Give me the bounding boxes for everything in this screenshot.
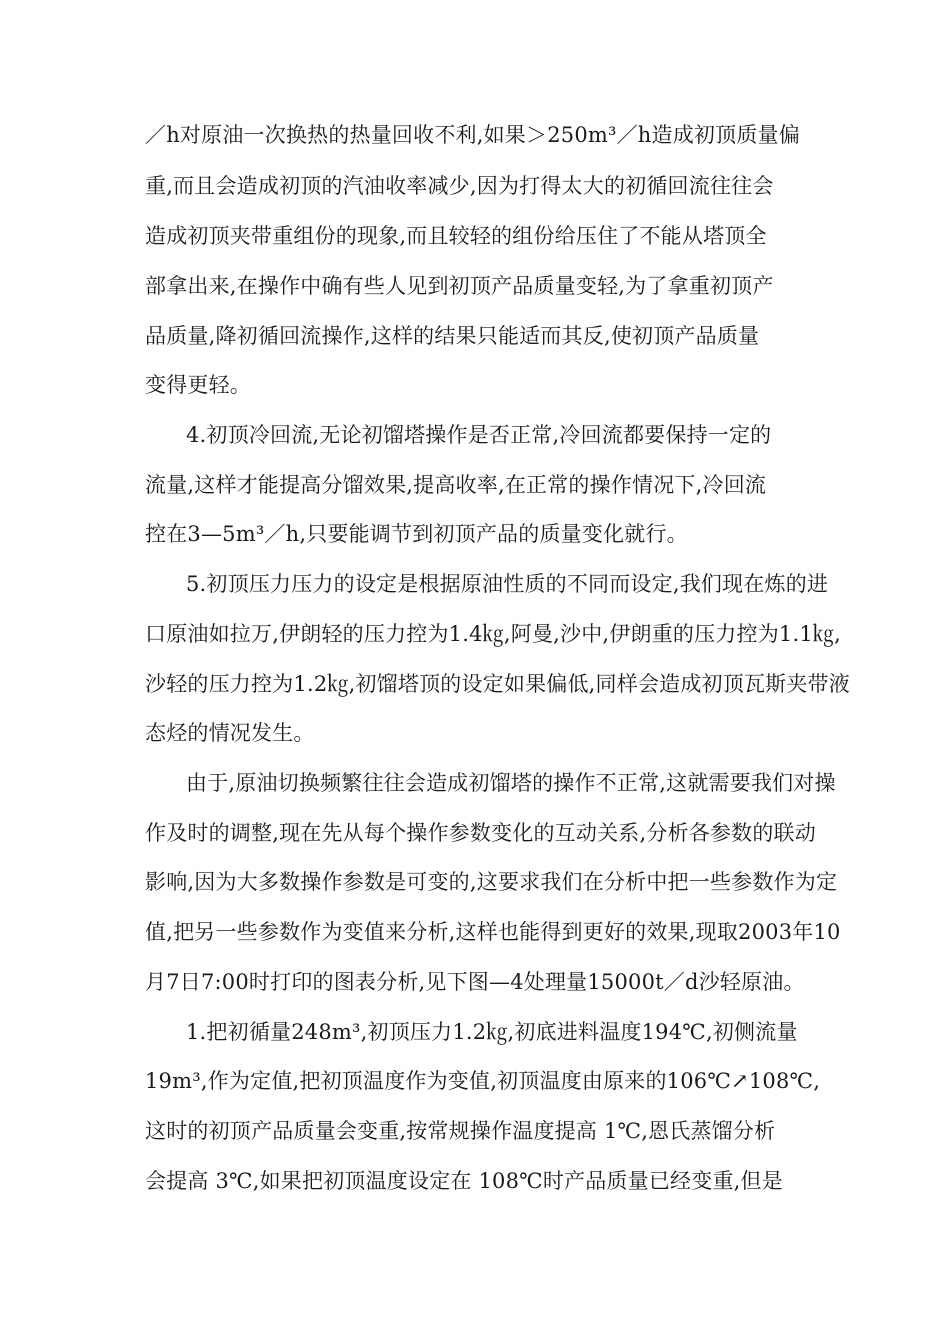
text-line: 由于,原油切换频繁往往会造成初馏塔的操作不正常,这就需要我们对操 bbox=[186, 771, 836, 795]
text-line: 这时的初顶产品质量会变重,按常规操作温度提高 1℃,恩氏蒸馏分析 bbox=[145, 1119, 776, 1143]
text-line: 控在3—5m³／h,只要能调节到初顶产品的质量变化就行。 bbox=[145, 522, 688, 546]
text-line: 部拿出来,在操作中确有些人见到初顶产品质量变轻,为了拿重初顶产 bbox=[145, 274, 774, 298]
text-line: 19m³,作为定值,把初顶温度作为变值,初顶温度由原来的106℃↗108℃, bbox=[145, 1069, 821, 1093]
text-line: 口原油如拉万,伊朗轻的压力控为1.4㎏,阿曼,沙中,伊朗重的压力控为1.1㎏, bbox=[145, 622, 841, 646]
text-line: 作及时的调整,现在先从每个操作参数变化的互动关系,分析各参数的联动 bbox=[145, 821, 816, 845]
text-line: 造成初顶夹带重组份的现象,而且较轻的组份给压住了不能从塔顶全 bbox=[145, 224, 767, 248]
text-line: 值,把另一些参数作为变值来分析,这样也能得到更好的效果,现取2003年10 bbox=[145, 920, 841, 944]
text-line: 月7日7:00时打印的图表分析,见下图—4处理量15000t／d沙轻原油。 bbox=[145, 970, 805, 994]
text-line: 流量,这样才能提高分馏效果,提高收率,在正常的操作情况下,冷回流 bbox=[145, 473, 767, 497]
text-line: 4.初顶冷回流,无论初馏塔操作是否正常,冷回流都要保持一定的 bbox=[186, 423, 772, 447]
text-line: 态烃的情况发生。 bbox=[145, 721, 315, 745]
text-line: 会提高 3℃,如果把初顶温度设定在 108℃时产品质量已经变重,但是 bbox=[145, 1169, 783, 1193]
text-line: 影响,因为大多数操作参数是可变的,这要求我们在分析中把一些参数作为定 bbox=[145, 870, 838, 894]
text-line: 5.初顶压力压力的设定是根据原油性质的不同而设定,我们现在炼的进 bbox=[186, 572, 829, 596]
text-line: 1.把初循量248m³,初顶压力1.2㎏,初底进料温度194℃,初侧流量 bbox=[186, 1020, 798, 1044]
text-line: 品质量,降初循回流操作,这样的结果只能适而其反,使初顶产品质量 bbox=[145, 324, 760, 348]
text-line: 变得更轻。 bbox=[145, 373, 251, 397]
text-line: 重,而且会造成初顶的汽油收率减少,因为打得太大的初循回流往往会 bbox=[145, 174, 774, 198]
text-line: 沙轻的压力控为1.2㎏,初馏塔顶的设定如果偏低,同样会造成初顶瓦斯夹带液 bbox=[145, 672, 850, 696]
text-line: ／h对原油一次换热的热量回收不利,如果＞250m³／h造成初顶质量偏 bbox=[145, 123, 800, 147]
